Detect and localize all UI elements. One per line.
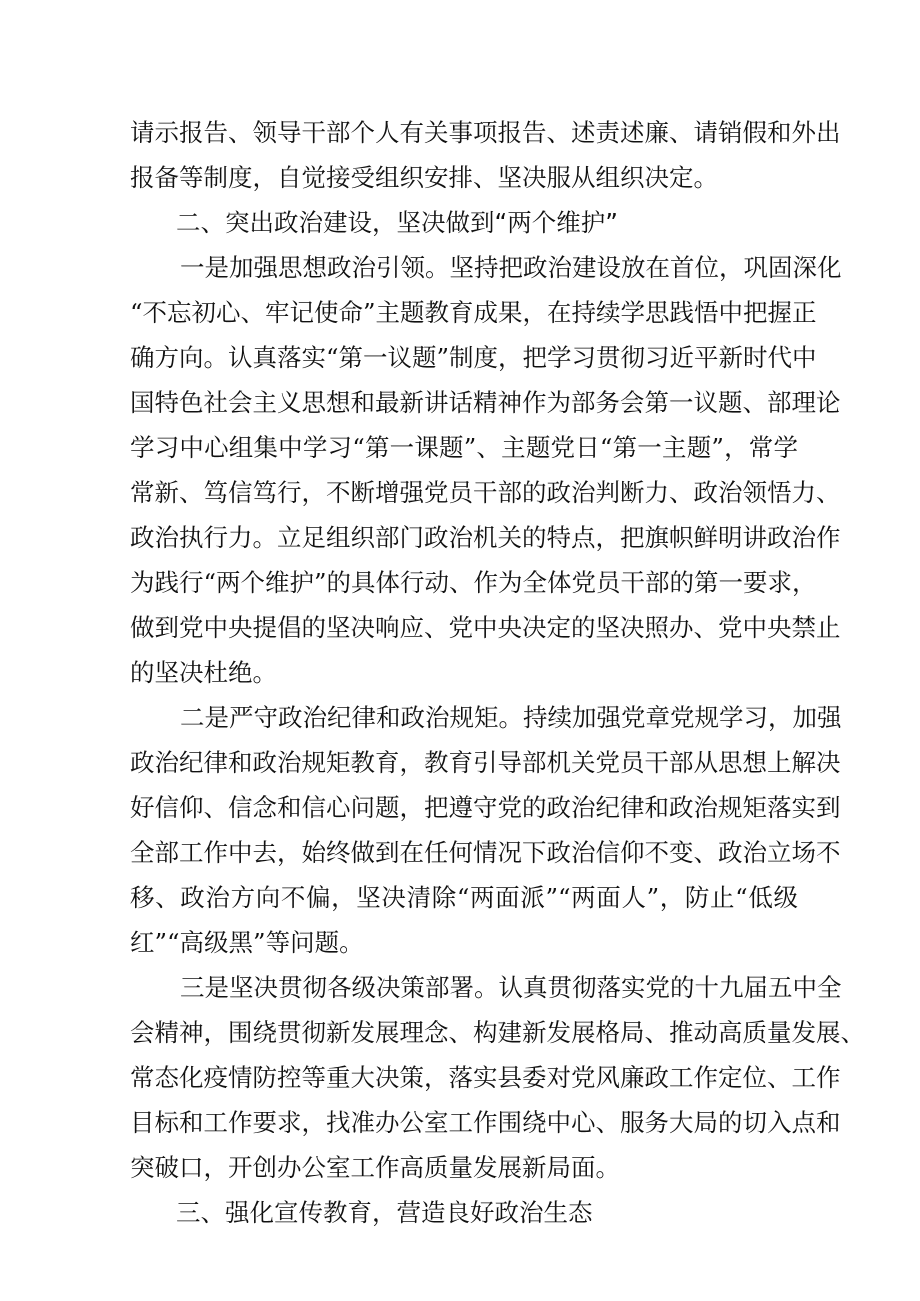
paragraph-line: 常态化疫情防控等重大决策，落实县委对党风廉政工作定位、工作 [130,1063,841,1092]
paragraph-line: 会精神，围绕贯彻新发展理念、构建新发展格局、推动高质量发展、 [130,1018,865,1047]
paragraph-line: 为践行“两个维护”的具体行动、作为全体党员干部的第一要求， [130,568,817,597]
paragraph-line: “不忘初心、牢记使命”主题教育成果，在持续学思践悟中把握正 [130,298,817,327]
paragraph-line: 一是加强思想政治引领。坚持把政治建设放在首位，巩固深化 [180,253,842,282]
intro-line: 报备等制度，自觉接受组织安排、坚决服从组织决定。 [130,163,718,192]
paragraph-line: 的坚决杜绝。 [130,658,277,687]
paragraph-line: 政治纪律和政治规矩教育，教育引导部机关党员干部从思想上解决 [130,748,841,777]
paragraph-line: 国特色社会主义思想和最新讲话精神作为部务会第一议题、部理论 [130,388,841,417]
paragraph-line: 目标和工作要求，找准办公室工作围绕中心、服务大局的切入点和 [130,1108,841,1137]
paragraph-line: 确方向。认真落实“第一议题”制度，把学习贯彻习近平新时代中 [130,343,817,372]
paragraph-line: 政治执行力。立足组织部门政治机关的特点，把旗帜鲜明讲政治作 [130,523,841,552]
paragraph-line: 做到党中央提倡的坚决响应、党中央决定的坚决照办、党中央禁止 [130,613,841,642]
paragraph-line: 移、政治方向不偏，坚决清除“两面派”“两面人”，防止“低级 [130,883,798,912]
intro-line: 请示报告、领导干部个人有关事项报告、述责述廉、请销假和外出 [130,118,841,147]
paragraph-line: 学习中心组集中学习“第一课题”、主题党日“第一主题”，常学 [130,433,798,462]
paragraph-line: 突破口，开创办公室工作高质量发展新局面。 [130,1153,620,1182]
paragraph-line: 三是坚决贯彻各级决策部署。认真贯彻落实党的十九届五中全 [180,973,842,1002]
paragraph-line: 全部工作中去，始终做到在任何情况下政治信仰不变、政治立场不 [130,838,841,867]
paragraph-line: 二是严守政治纪律和政治规矩。持续加强党章党规学习，加强 [180,703,842,732]
paragraph-line: 红”“高级黑”等问题。 [130,928,364,957]
section-heading: 二、突出政治建设，坚决做到“两个维护” [176,208,618,237]
paragraph-line: 好信仰、信念和信心问题，把遵守党的政治纪律和政治规矩落实到 [130,793,841,822]
section-heading: 三、强化宣传教育，营造良好政治生态 [176,1198,593,1227]
paragraph-line: 常新、笃信笃行，不断增强党员干部的政治判断力、政治领悟力、 [130,478,841,507]
